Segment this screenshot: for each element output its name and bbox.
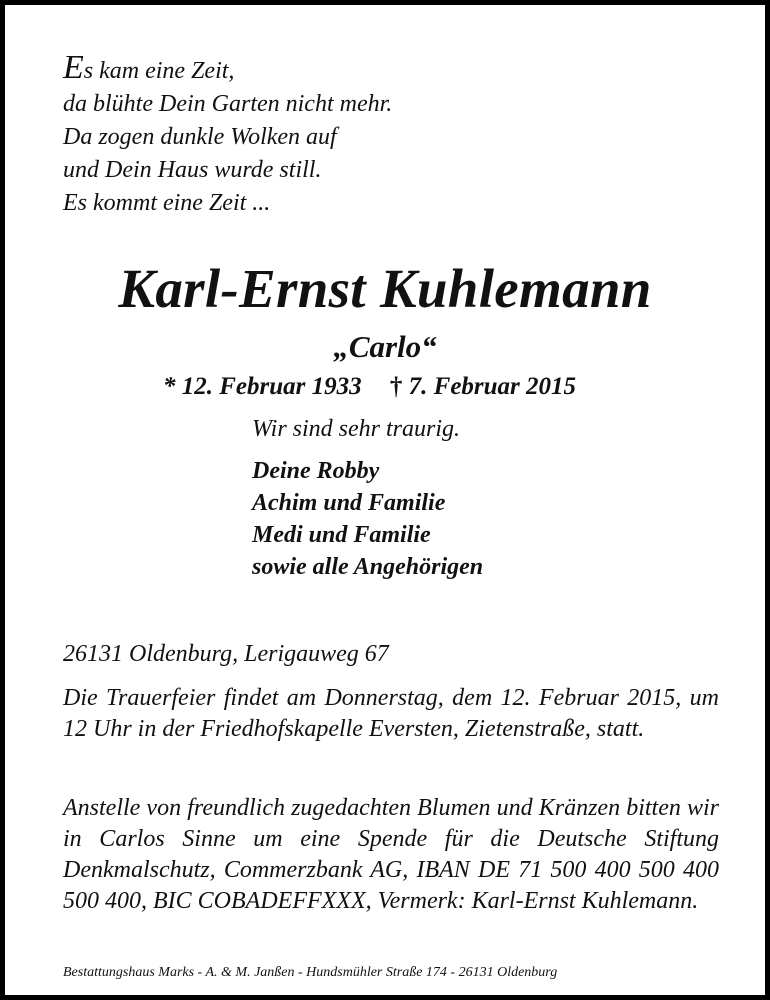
- mourner-name: Medi und Familie: [252, 522, 431, 548]
- poem-line: und Dein Haus wurde still.: [63, 157, 322, 183]
- donation-line: bitten wir in Carlos Sinne um eine Spende für die: [63, 795, 719, 852]
- mourner-name: sowie alle Angehörigen: [252, 554, 484, 580]
- cross-icon: †: [389, 373, 403, 400]
- poem-line: Es kommt eine Zeit ...: [63, 190, 271, 216]
- poem-line-text: s kam eine Zeit,: [83, 58, 235, 84]
- donation-line: Deutsche Stiftung Denkmalschutz, Commerzbank AG,: [63, 826, 720, 883]
- ceremony-text: Die Trauerfeier findet am Donnerstag, dem 12. Februar 2015, um 12 Uhr in der Friedhofskapelle Eversten, Zietenstraße, statt.: [63, 685, 719, 742]
- poem-line: Da zogen dunkle Wolken auf: [63, 124, 337, 150]
- poem-line: [63, 49, 392, 88]
- donation-line: IBAN DE 71 500 400 500 400 500 400,: [63, 857, 719, 914]
- birth-date: * 12. Februar 1933: [163, 373, 362, 400]
- donation-text: [63, 793, 719, 917]
- deceased-name: Karl-Ernst Kuhlemann: [118, 258, 652, 319]
- donation-line: BIC COBADEFFXXX, Vermerk: Karl-Ernst Kuhlemann.: [153, 888, 699, 914]
- address: 26131 Oldenburg, Lerigauweg 67: [63, 641, 389, 667]
- mourner-name: Achim und Familie: [252, 490, 446, 516]
- deceased-nickname: „Carlo“: [333, 329, 437, 364]
- mourners-intro: Wir sind sehr traurig.: [252, 416, 461, 442]
- poem: [63, 49, 393, 220]
- poem-initial: E: [63, 49, 84, 86]
- life-dates: [163, 370, 576, 404]
- poem-line: da blühte Dein Garten nicht mehr.: [63, 91, 393, 117]
- donation-line: Anstelle von freundlich zugedachten Blumen und Kränzen: [63, 795, 621, 821]
- death-date: 7. Februar 2015: [408, 373, 577, 400]
- funeral-home-footer: Bestattungshaus Marks - A. & M. Janßen - Hundsmühler Straße 174 - 26131 Oldenburg: [63, 965, 558, 980]
- mourner-name: Deine Robby: [252, 458, 380, 484]
- mourners-block: [252, 413, 483, 583]
